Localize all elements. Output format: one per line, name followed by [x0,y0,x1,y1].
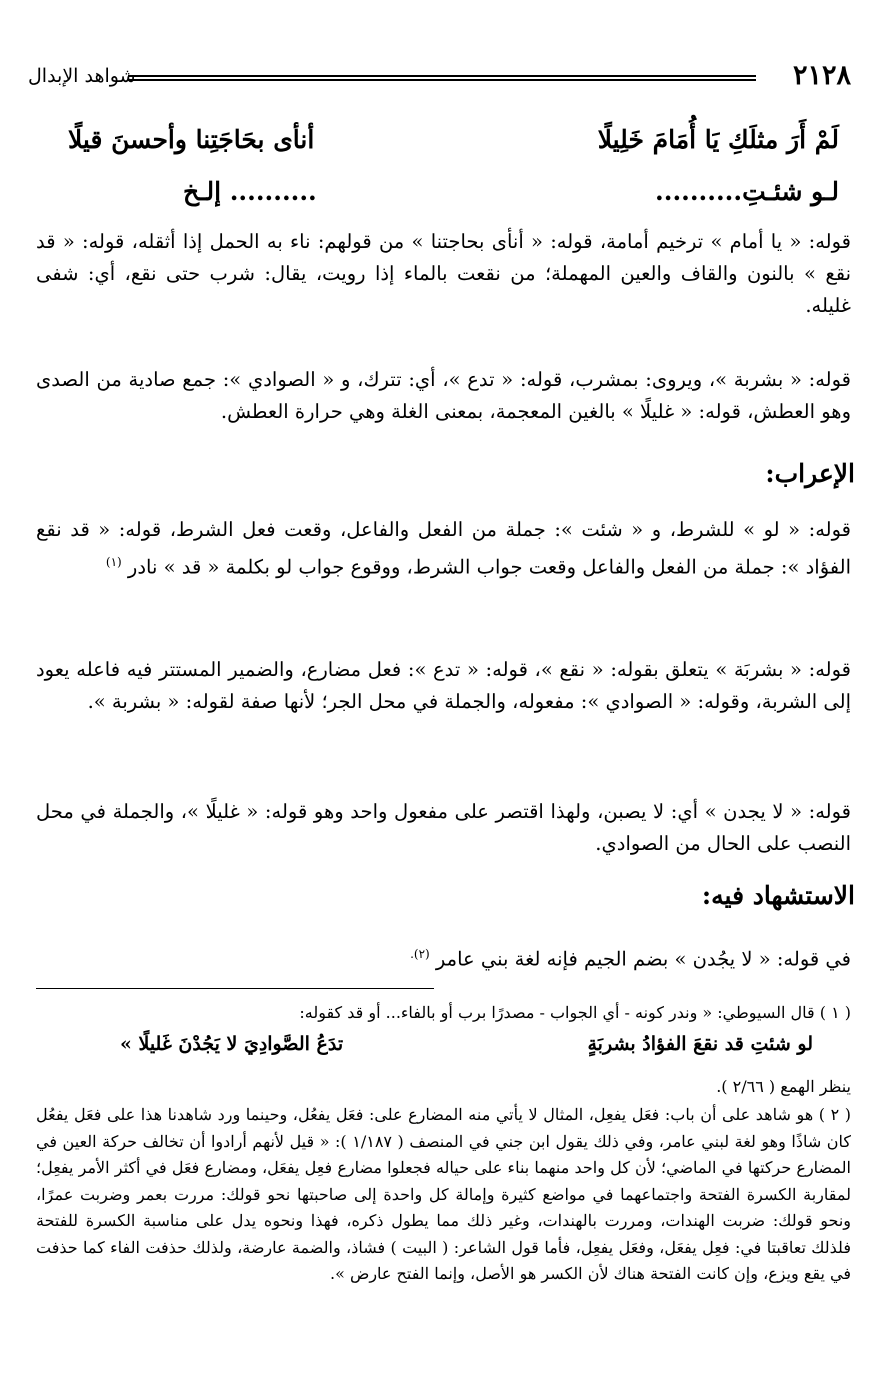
paragraph-text: في قوله: « لا يجُدن » بضم الجيم فإنه لغة بني عامر [435,947,851,971]
verse-hemistich-second: تدَعُ الصَّوادِيَ لا يَجُدْنَ غَليلًا » [120,1033,344,1055]
paragraph-vocabulary: قوله: « يا أمام » ترخيم أمامة، قوله: « أنأى بحاجتنا » من قولهم: ناء به الحمل إذا أثقله، قوله: « قد نقع » بالنون والقاف والعين المهملة؛ من نقعت بالماء إذا رويت، يقال: شرب حتى نقع، أي: شفى غليله. [36,230,851,317]
paragraph-irab-2: قوله: « بشربَة » يتعلق بقوله: « نقع »، قوله: « تدع »: فعل مضارع، والضمير المستتر فيه فاعله يعود إلى الشربة، وقوله: « الصوادي »: مفعوله، والجملة في محل الجر؛ لأنها صفة لقوله: « بشربة ». [36,658,851,713]
verse-line-2 [48,172,839,212]
footnote-2: ( ٢ ) هو شاهد على أن باب: فعَل يفعِل، المثال لا يأتي منه المضارع على: فعَل يفعُل، وحينما ورد شاهدنا هذا على فعَل يفعُل كان شاذًا وهو لغة لبني عامر، وفي ذلك يقول ابن جني في المنصف ( ١/١٨٧ ): « قيل لأنهم أرادوا أن تخالف حركة العين في المضارع حركتها في الماضي؛ لأن كل واحد منهما بناء على حياله فجعلوا مضارع فعِل يفعَل، ومضارع فعَل في أكثر الأمر يفعِل؛ لمقاربة الكسرة الفتحة واجتماعهما في مواضع كثيرة وإمالة كل واحدة إلى صاحبتها نحو قولك: مررت بعمر وضربت عمرًا، ونحو قولك: ضربت الهندات، ومررت بالهندات، وغير ذلك مما يطول ذكره، فهذا ونحوه يدل على مناسبة الكسرة للفتحة فلذلك تعاقبتا في: فعِل يفعَل، وفعَل يفعِل، فأما قول الشاعر: ( البيت ) فشاذ، والضمة عارضة، ولذلك حذفت الفاء كما حذفت في يقع ويزع، وإن كانت الفتحة هناك لأن الكسر هو الأصل، وإنما الفتح عارض ». [36,1105,852,1283]
page-number: ٢١٢٨ [792,60,851,91]
paragraph-text: قوله: « لو » للشرط، و « شئت »: جملة من الفعل والفاعل، وقعت فعل الشرط، قوله: « قد نقع الفؤاد »: جملة من الفعل والفاعل وقعت جواب الشرط، ووقوع جواب لو بكلمة « قد » نادر [36,518,851,579]
footnote-1: ( ١ ) قال السيوطي: « وندر كونه - أي الجواب - مصدرًا برب أو بالفاء... أو قد كقوله: [299,1003,851,1022]
footnote-1-reference: ينظر الهمع ( ٢/٦٦ ). [716,1077,851,1096]
verse-hemistich-second: .......... إلـخ [183,177,317,206]
paragraph-istishhad [36,938,851,976]
section-heading-irab: الإعراب: [765,459,855,488]
paragraph-vocabulary-2: قوله: « بشربة »، ويروى: بمشرب، قوله: « تدع »، أي: تترك، و « الصوادي »: جمع صادية من الصدى وهو العطش، قوله: « غليلًا » بالغين المعجمة، بمعنى الغلة وهي حرارة العطش. [36,368,851,423]
footnote-separator [36,988,434,989]
header-rule [128,75,756,81]
paragraph-irab-3: قوله: « لا يجدن » أي: لا يصبن، ولهذا اقتصر على مفعول واحد وهو قوله: « غليلًا »، والجملة في محل النصب على الحال من الصوادي. [36,800,851,855]
verse-hemistich-second: أنأى بحَاجَتِنا وأحسنَ قيلًا [68,125,315,154]
paragraph-irab-1 [36,514,851,584]
footnote-ref-1: (١) [105,555,122,569]
section-heading-istishhad: الاستشهاد فيه: [701,881,855,910]
verse-hemistich-first: لـو شئـتِ.......... [655,177,839,206]
verse-line-1 [48,120,839,160]
running-title: شواهد الإبدال [28,65,136,87]
verse-hemistich-first: لو شئتِ قد نقعَ الفؤادُ بشربَةٍ [587,1033,813,1055]
footnote-ref-2: (٢). [410,947,430,961]
verse-hemistich-first: لَمْ أَرَ مثلَكِ يَا أُمَامَ خَلِيلًا [597,125,839,154]
page-header [28,60,851,92]
